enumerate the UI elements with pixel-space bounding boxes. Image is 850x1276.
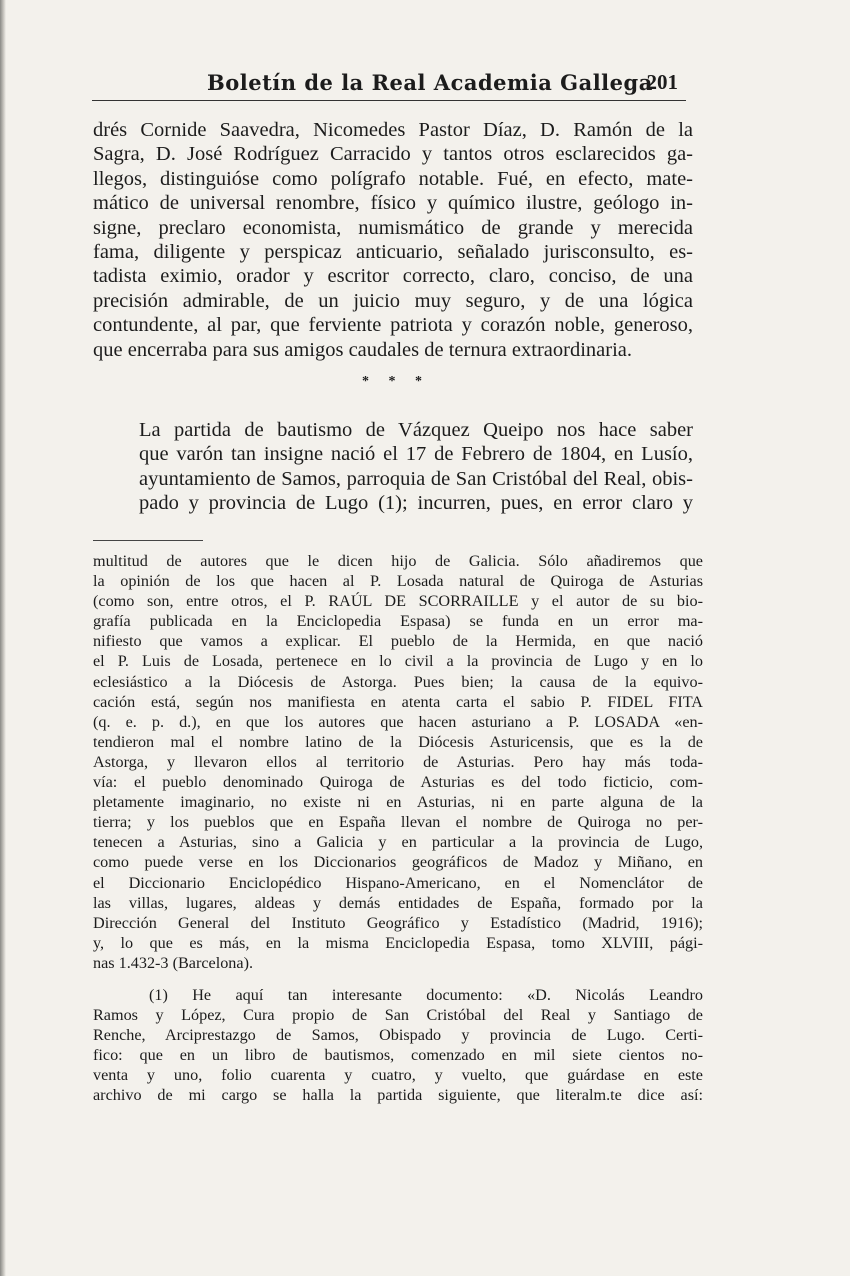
footnote-line: la opinión de los que hacen al P. Losada natural de Quiroga de Asturias [93,572,703,591]
footnote-line: grafía publicada en la Enciclopedia Espasa) se funda en un error ma- [93,612,703,631]
footnote-line: tierra; y los pueblos que en España llevan el nombre de Quiroga no per- [93,813,703,832]
footnote-line: (q. e. p. d.), en que los autores que hacen asturiano a P. LOSADA «en- [93,712,703,731]
footnote-line: nas 1.432-3 (Barcelona). [93,953,254,972]
footnote-line: nifiesto que vamos a explicar. El pueblo de la Hermida, en que nació [93,632,703,651]
footnote-line: tendieron mal el nombre latino de la Diócesis Asturicensis, que es la de [93,732,703,751]
text-line: fama, diligente y perspicaz anticuario, señalado jurisconsulto, es- [93,241,693,264]
text-line: que encerraba para sus amigos caudales de ternura extraordinaria. [93,338,632,361]
section-separator: * * * [362,374,430,389]
text-line: drés Cornide Saavedra, Nicomedes Pastor Díaz, D. Ramón de la [93,119,693,141]
text-line: precisión admirable, de un juicio muy seguro, y de una lógica [93,289,693,312]
text-line: Sagra, D. José Rodríguez Carracido y tantos otros esclarecidos ga- [93,143,693,166]
footnote-line: vía: el pueblo denominado Quiroga de Asturias es del todo ficticio, com- [93,773,703,792]
text-line: tadista eximio, orador y escritor correcto, claro, conciso, de una [93,265,693,288]
text-line: La partida de bautismo de Vázquez Queipo nos hace saber [139,419,693,441]
footnote-line: (como son, entre otros, el P. RAÚL DE SCORRAILLE y el autor de su bio- [93,592,703,611]
footnote-line: Astorga, y llevaron ellos al territorio de Asturias. Pero hay más toda- [93,752,703,771]
footnote-rule [93,540,203,541]
footnote-1 [93,985,703,1106]
footnote-line: Ramos y López, Cura propio de San Cristóbal del Real y Santiago de [93,1006,703,1025]
footnote-continued [93,551,703,973]
text-line: ayuntamiento de Samos, parroquia de San Cristóbal del Real, obis- [139,467,693,490]
footnote-line: eclesiástico a la Diócesis de Astorga. Pues bien; la causa de la equivo- [93,672,703,691]
text-line: que varón tan insigne nació el 17 de Febrero de 1804, en Lusío, [139,443,693,466]
running-title: Boletín de la Real Academia Gallega [207,70,653,95]
footnote-line: cación está, según nos manifiesta en atenta carta el sabio P. FIDEL FITA [93,692,703,711]
footnote-line: multitud de autores que le dicen hijo de Galicia. Sólo añadiremos que [93,552,703,570]
text-line: llegos, distinguióse como polígrafo notable. Fué, en efecto, mate- [93,167,693,190]
footnote-line: el Diccionario Enciclopédico Hispano-Americano, en el Nomenclátor de [93,873,703,892]
footnote-line: Renche, Arciprestazgo de Samos, Obispado y provincia de Lugo. Certi- [93,1026,703,1045]
footnote-line: venta y uno, folio cuarenta y cuatro, y vuelto, que guárdase en este [93,1066,703,1085]
footnote-line: como puede verse en los Diccionarios geográficos de Madoz y Miñano, en [93,853,703,872]
text-line: signe, preclaro economista, numismático de grande y merecida [93,216,693,239]
footnote-line: pletamente imaginario, no existe ni en Asturias, ni en parte alguna de la [93,793,703,812]
text-line: mático de universal renombre, físico y químico ilustre, geólogo in- [93,192,693,215]
footnote-line: tenecen a Asturias, sino a Galicia y en particular a la provincia de Lugo, [93,833,703,852]
footnote-line: fico: que en un libro de bautismos, comenzado en mil siete cientos no- [93,1046,703,1065]
footnote-line: (1) He aquí tan interesante documento: «D. Nicolás Leandro [149,986,703,1004]
footnote-line: Dirección General del Instituto Geográfico y Estadístico (Madrid, 1916); [93,913,703,932]
page-binding-edge [0,0,6,1276]
body-paragraph-1 [93,118,693,362]
text-line: contundente, al par, que ferviente patriota y corazón noble, generoso, [93,314,693,337]
footnote-line: las villas, lugares, aldeas y demás entidades de España, formado por la [93,893,703,912]
footnote-line: el P. Luis de Losada, pertenece en lo civil a la provincia de Lugo y en lo [93,652,703,671]
body-paragraph-2 [93,418,693,516]
footnote-line: archivo de mi cargo se halla la partida siguiente, que literalm.te dice así: [93,1086,703,1105]
footnote-line: y, lo que es más, en la misma Enciclopedia Espasa, tomo XLVIII, pági- [93,933,703,952]
page-header [92,66,686,101]
text-line: pado y provincia de Lugo (1); incurren, pues, en error claro y [139,492,693,515]
page-number: 201 [646,70,678,94]
